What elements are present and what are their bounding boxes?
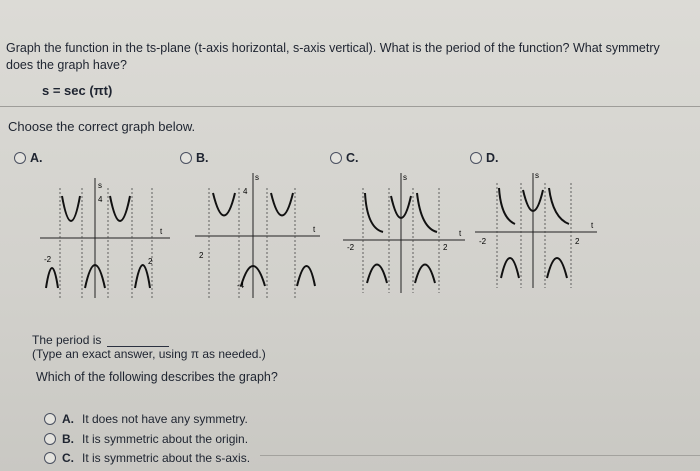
s-axis-label: s — [255, 173, 259, 182]
graph-option-a[interactable] — [14, 151, 43, 165]
curves — [46, 196, 150, 288]
graph-c-svg — [343, 168, 468, 303]
tick-four: 4 — [98, 195, 103, 204]
graph-c[interactable] — [343, 168, 468, 303]
radio-button[interactable] — [14, 152, 26, 164]
asymptotes — [60, 188, 152, 298]
symmetry-option-b[interactable] — [44, 432, 248, 446]
radio-button[interactable] — [180, 152, 192, 164]
graph-option-c[interactable] — [330, 151, 359, 165]
asymptotes — [209, 188, 295, 298]
divider — [0, 106, 700, 107]
period-input[interactable] — [107, 336, 169, 347]
tick-neg-two: -2 — [44, 255, 52, 264]
option-letter: A. — [62, 412, 74, 426]
option-letter: A. — [30, 151, 43, 165]
graph-b[interactable] — [195, 168, 325, 303]
symmetry-option-a[interactable] — [44, 412, 248, 426]
graph-d[interactable] — [475, 168, 600, 303]
divider — [260, 455, 700, 456]
s-axis-label: s — [403, 173, 407, 182]
s-axis-label: s — [535, 171, 539, 180]
tick-two: 2 — [148, 257, 153, 266]
radio-button[interactable] — [44, 433, 56, 445]
symmetry-prompt: Which of the following describes the graph? — [36, 370, 278, 384]
period-row — [32, 333, 169, 347]
curves — [213, 193, 315, 286]
tick-four: 4 — [243, 187, 248, 196]
tick-two: 2 — [199, 251, 204, 260]
asymptotes — [497, 183, 571, 288]
tick-neg-four: -4 — [237, 281, 245, 290]
radio-button[interactable] — [44, 413, 56, 425]
s-axis-label: s — [98, 181, 102, 190]
graph-a-svg — [40, 168, 175, 303]
tick-neg-two: -2 — [479, 237, 487, 246]
option-text: It does not have any symmetry. — [82, 412, 248, 426]
tick-neg-two: -2 — [347, 243, 355, 252]
radio-button[interactable] — [470, 152, 482, 164]
tick-two: 2 — [575, 237, 580, 246]
t-axis-label: t — [313, 225, 316, 234]
period-label: The period is — [32, 333, 102, 347]
option-letter: C. — [346, 151, 359, 165]
graph-prompt: Choose the correct graph below. — [8, 119, 196, 134]
graph-b-svg — [195, 168, 325, 303]
t-axis-label: t — [160, 227, 163, 236]
option-text: It is symmetric about the s-axis. — [82, 451, 251, 465]
symmetry-option-c[interactable] — [44, 451, 250, 465]
radio-button[interactable] — [330, 152, 342, 164]
graph-d-svg — [475, 168, 600, 303]
t-axis-label: t — [591, 221, 594, 230]
option-letter: B. — [196, 151, 209, 165]
function-formula: s = sec (πt) — [42, 83, 113, 98]
t-axis-label: t — [459, 229, 462, 238]
graph-a[interactable] — [40, 168, 175, 303]
option-letter: C. — [62, 451, 74, 465]
graph-option-b[interactable] — [180, 151, 209, 165]
tick-two: 2 — [443, 243, 448, 252]
period-hint: (Type an exact answer, using π as needed.) — [32, 347, 266, 361]
option-letter: B. — [62, 432, 74, 446]
graph-option-d[interactable] — [470, 151, 499, 165]
question-text: Graph the function in the ts-plane (t-axis horizontal, s-axis vertical). What is the period of the function? What symmetry does the graph have? — [6, 41, 660, 72]
radio-button[interactable] — [44, 452, 56, 464]
option-text: It is symmetric about the origin. — [82, 432, 249, 446]
curves — [499, 188, 569, 278]
option-letter: D. — [486, 151, 499, 165]
